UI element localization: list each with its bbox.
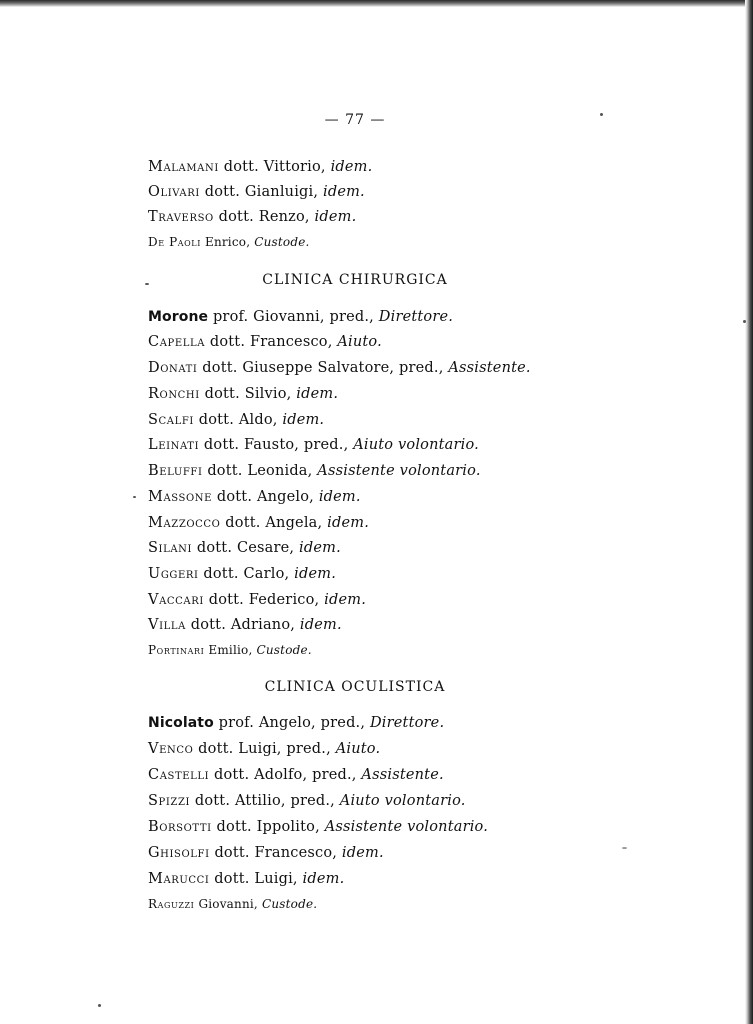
- staff-role: Aiuto volontario.: [339, 793, 466, 809]
- staff-details: dott. Angelo,: [212, 489, 319, 505]
- staff-role: Custode.: [261, 897, 318, 911]
- staff-role: Aiuto volontario.: [353, 437, 479, 453]
- staff-surname: Capella: [148, 334, 206, 350]
- staff-surname: Vaccari: [148, 592, 204, 608]
- staff-line: [148, 897, 317, 911]
- staff-details: dott. Luigi,: [209, 871, 303, 887]
- staff-details: dott. Attilio, pred.,: [190, 793, 340, 809]
- staff-line: [148, 437, 479, 453]
- staff-line: [148, 617, 342, 633]
- staff-surname: Venco: [148, 741, 194, 757]
- staff-role: idem.: [296, 386, 339, 402]
- staff-role: idem.: [318, 489, 361, 505]
- staff-details: dott. Aldo,: [193, 412, 283, 428]
- staff-role: idem.: [299, 617, 342, 633]
- staff-surname: Marucci: [148, 871, 210, 887]
- staff-line: [148, 767, 444, 783]
- staff-role: idem.: [324, 592, 367, 608]
- staff-surname: Morone: [148, 309, 209, 325]
- staff-details: prof. Giovanni, pred.,: [208, 309, 379, 325]
- staff-line: [148, 209, 356, 225]
- staff-line: [148, 715, 444, 731]
- staff-role: Aiuto.: [335, 741, 381, 757]
- staff-role: Aiuto.: [337, 334, 382, 350]
- staff-surname: Castelli: [148, 767, 210, 783]
- staff-details: dott. Adolfo, pred.,: [209, 767, 362, 783]
- staff-role: idem.: [282, 412, 325, 428]
- staff-line: [148, 871, 344, 887]
- staff-line: [148, 489, 361, 505]
- staff-line: [148, 515, 369, 531]
- staff-role: Custode.: [254, 235, 310, 249]
- staff-surname: Silani: [148, 540, 193, 556]
- staff-line: [148, 819, 488, 835]
- staff-line: [148, 360, 531, 376]
- scan-speck: [133, 496, 136, 498]
- staff-details: dott. Giuseppe Salvatore, pred.,: [197, 360, 449, 376]
- scan-top-edge: [0, 0, 753, 7]
- staff-details: dott. Angela,: [220, 515, 328, 531]
- staff-role: idem.: [299, 540, 341, 556]
- staff-line: [148, 184, 365, 200]
- staff-surname: Traverso: [148, 209, 214, 225]
- staff-role: Assistente.: [361, 767, 444, 783]
- scan-speck: [145, 283, 149, 285]
- staff-line: [148, 540, 341, 556]
- staff-role: Custode.: [256, 643, 312, 657]
- staff-surname: Beluffi: [148, 463, 203, 479]
- staff-line: [148, 334, 382, 350]
- staff-surname: Uggeri: [148, 566, 199, 582]
- staff-details: dott. Carlo,: [198, 566, 295, 582]
- staff-details: dott. Adriano,: [185, 617, 300, 633]
- staff-role: Assistente.: [448, 360, 531, 376]
- staff-surname: Nicolato: [148, 715, 214, 731]
- staff-line: [148, 643, 312, 657]
- staff-line: [148, 741, 380, 757]
- scan-speck: [98, 1004, 101, 1007]
- staff-role: idem.: [302, 871, 345, 887]
- staff-surname: Ghisolfi: [148, 845, 210, 861]
- staff-surname: Villa: [148, 617, 186, 633]
- page-number: — 77 —: [324, 112, 386, 128]
- staff-line: [148, 592, 366, 608]
- staff-details: dott. Fausto, pred.,: [199, 437, 354, 453]
- scan-speck: [600, 113, 603, 116]
- staff-details: dott. Silvio,: [199, 386, 297, 402]
- staff-details: dott. Vittorio,: [218, 159, 331, 175]
- staff-line: [148, 463, 481, 479]
- staff-details: Giovanni,: [194, 897, 262, 911]
- staff-role: idem.: [314, 209, 357, 225]
- staff-details: dott. Luigi, pred.,: [193, 741, 336, 757]
- section-heading: CLINICA OCULISTICA: [264, 679, 446, 695]
- staff-role: Assistente volontario.: [317, 463, 481, 479]
- staff-surname: Leinati: [148, 437, 200, 453]
- staff-surname: Spizzi: [148, 793, 191, 809]
- staff-surname: Raguzzi: [148, 897, 195, 911]
- staff-role: Direttore.: [369, 715, 445, 731]
- staff-surname: Portinari: [148, 643, 205, 657]
- staff-role: idem.: [323, 184, 365, 200]
- staff-details: dott. Cesare,: [192, 540, 300, 556]
- staff-surname: Olivari: [148, 184, 200, 200]
- scan-speck: [622, 847, 627, 849]
- staff-surname: Donati: [148, 360, 198, 376]
- staff-details: dott. Federico,: [203, 592, 325, 608]
- staff-role: idem.: [294, 566, 336, 582]
- staff-details: dott. Ippolito,: [211, 819, 325, 835]
- staff-surname: Massone: [148, 489, 213, 505]
- staff-surname: Ronchi: [148, 386, 200, 402]
- staff-details: Enrico,: [200, 235, 255, 249]
- staff-role: idem.: [330, 159, 373, 175]
- staff-line: [148, 235, 310, 249]
- staff-details: dott. Renzo,: [213, 209, 315, 225]
- staff-surname: De Paoli: [148, 235, 201, 249]
- staff-details: Emilio,: [204, 643, 257, 657]
- scan-speck: [743, 320, 746, 323]
- staff-role: Direttore.: [378, 309, 454, 325]
- section-heading: CLINICA CHIRURGICA: [262, 272, 448, 288]
- staff-details: dott. Gianluigi,: [199, 184, 323, 200]
- staff-surname: Malamani: [148, 159, 219, 175]
- staff-details: prof. Angelo, pred.,: [213, 715, 370, 731]
- staff-surname: Borsotti: [148, 819, 212, 835]
- staff-role: idem.: [327, 515, 369, 531]
- scan-right-edge: [745, 0, 753, 1024]
- staff-surname: Mazzocco: [148, 515, 221, 531]
- staff-line: [148, 159, 372, 175]
- staff-details: dott. Francesco,: [205, 334, 338, 350]
- staff-details: dott. Francesco,: [209, 845, 342, 861]
- staff-role: Assistente volontario.: [324, 819, 489, 835]
- staff-line: [148, 793, 466, 809]
- staff-line: [148, 386, 338, 402]
- staff-line: [148, 845, 384, 861]
- staff-line: [148, 566, 336, 582]
- staff-line: [148, 309, 453, 325]
- staff-details: dott. Leonida,: [202, 463, 318, 479]
- staff-surname: Scalfi: [148, 412, 194, 428]
- staff-role: idem.: [341, 845, 384, 861]
- staff-line: [148, 412, 324, 428]
